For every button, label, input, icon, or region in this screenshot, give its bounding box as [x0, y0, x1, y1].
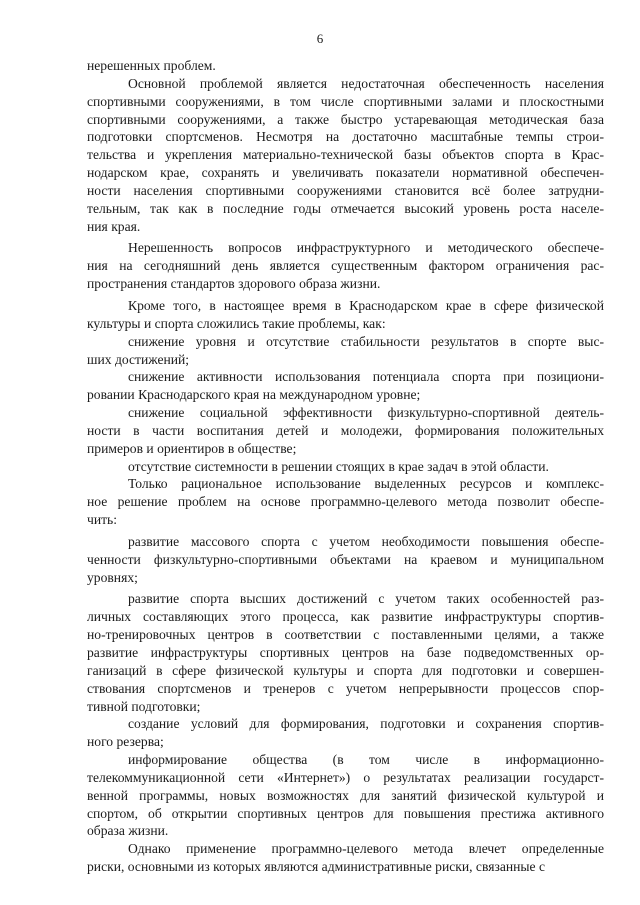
paragraph: [87, 840, 604, 876]
text-line: ганизаций в сфере физической культуры и спорта для подготовки и совершен-: [87, 662, 604, 678]
text-line: подготовки спортсменов. Несмотря на достаточно масштабные темпы строи-: [87, 129, 604, 145]
paragraph: [87, 715, 604, 751]
text-line: уровнях;: [87, 569, 138, 585]
text-line: развитие массового спорта с учетом необходимости повышения обеспе-: [128, 533, 604, 549]
text-line: ровании Краснодарского края на международном уровне;: [87, 387, 421, 403]
text-line: личных составляющих этого процесса, как развитие инфраструктуры спортив-: [87, 609, 604, 625]
paragraph: [87, 57, 604, 75]
text-line: ченности физкультурно-спортивными объектами на краевом и муниципальном: [87, 551, 604, 567]
document-text: [87, 57, 604, 876]
paragraph: [87, 751, 604, 840]
text-line: Только рациональное использование выделенных ресурсов и комплекс-: [128, 476, 604, 492]
text-line: но-тренировочных центров в соответствии с поставленными целями, а также: [87, 627, 604, 643]
text-line: информирование общества (в том числе в информационно-: [128, 752, 604, 768]
text-line: ное решение проблем на основе программно-целевого метода позволит обеспе-: [87, 494, 604, 510]
text-line: ния на сегодняшний день является существенным фактором ограничения рас-: [87, 258, 604, 274]
text-line: культуры и спорта сложились такие проблемы, как:: [87, 315, 386, 331]
text-line: спортивными сооружениями, в том числе спортивными залами и плоскостными: [87, 93, 604, 109]
text-line: развитие спорта высших достижений с учетом таких особенностей раз-: [128, 591, 604, 607]
text-line: чить:: [87, 512, 118, 528]
page-number: 6: [316, 31, 324, 46]
text-line: тельным, так как в последние годы отмечается высокий уровень роста населе-: [87, 200, 604, 216]
text-line: тельства и укрепления материально-технической базы объектов спорта в Крас-: [87, 147, 604, 163]
paragraph: [87, 239, 604, 293]
text-line: примеров и ориентиров в обществе;: [87, 440, 297, 456]
text-line: ности населения спортивными сооружениями становится всё более затрудни-: [87, 182, 604, 198]
text-line: спортом, об открытии спортивных центров для повышения престижа активного: [87, 805, 604, 821]
text-line: венной программы, новых возможностях для занятий физической культурой и: [87, 787, 604, 803]
text-line: образа жизни.: [87, 823, 169, 839]
text-line: Нерешенность вопросов инфраструктурного и методического обеспече-: [128, 240, 604, 256]
text-line: отсутствие системности в решении стоящих в крае задач в этой области.: [128, 458, 549, 474]
text-line: ших достижений;: [87, 351, 190, 367]
paragraph: [87, 590, 604, 715]
text-line: тивной подготовки;: [87, 698, 201, 714]
text-line: ного резерва;: [87, 734, 164, 750]
paragraph: [87, 533, 604, 587]
paragraph: [87, 333, 604, 369]
paragraph: [87, 297, 604, 333]
text-line: пространения стандартов здорового образа жизни.: [87, 276, 381, 292]
text-line: снижение социальной эффективности физкультурно-спортивной деятель-: [128, 405, 604, 421]
text-line: Однако применение программно-целевого метода влечет определенные: [128, 841, 604, 857]
text-line: развитие инфраструктуры спортивных центров на базе подведомственных ор-: [87, 645, 604, 660]
paragraph: [87, 404, 604, 458]
paragraph: [87, 75, 604, 236]
text-line: телекоммуникационной сети «Интернет») о результатах реализации государст-: [87, 769, 604, 785]
paragraph: [87, 368, 604, 404]
paragraph: [87, 458, 604, 476]
text-line: риски, основными из которых являются административные риски, связанные с: [87, 859, 546, 875]
text-line: ния края.: [87, 218, 141, 234]
text-line: Основной проблемой является недостаточная обеспеченность населения: [128, 75, 604, 91]
text-line: ности в части воспитания детей и молодежи, формирования положительных: [87, 422, 604, 438]
text-line: создание условий для формирования, подготовки и сохранения спортив-: [128, 716, 604, 732]
paragraph: [87, 475, 604, 529]
text-line: снижение активности использования потенциала спорта при позициони-: [128, 369, 604, 385]
text-line: Кроме того, в настоящее время в Краснодарском крае в сфере физической: [128, 297, 604, 313]
text-line: нерешенных проблем.: [87, 58, 216, 73]
text-line: нодарском крае, сохранять и увеличивать показатели нормативной обеспечен-: [87, 165, 604, 181]
text-line: спортивными сооружениями, а также быстро устаревающая методическая база: [87, 111, 604, 127]
text-line: ствования спортсменов и тренеров с учетом непрерывности процессов спор-: [87, 680, 604, 696]
text-line: снижение уровня и отсутствие стабильности результатов в спорте выс-: [128, 333, 604, 349]
